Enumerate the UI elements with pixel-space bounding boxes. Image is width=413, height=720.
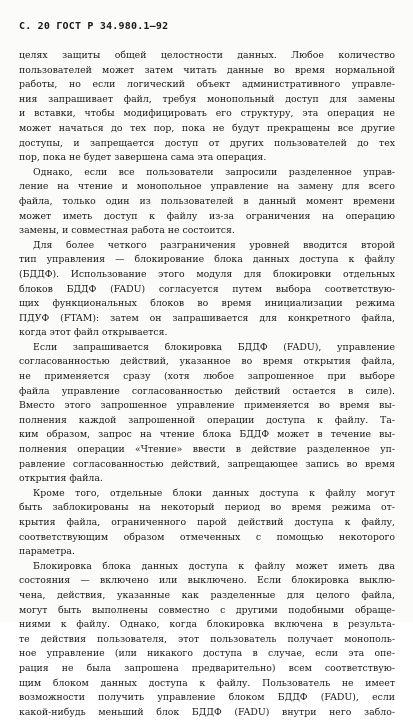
text-line: соответствующим образом отмеченных с помощью некоторого [19,531,395,543]
text-line: ПДУФ (FTAM): затем он запрашивается для конкретного файла, [19,312,395,324]
text-line: пользователей может затем читать данные во время нормальной [19,64,395,76]
text-line: возможности получить управление блоком БДДФ (FADU), если [19,692,395,704]
text-line: тип управления — блокирование блока данных доступа к файлу [19,254,395,266]
text-line: замены, и совместная работа не состоится. [19,225,235,237]
text-line: Если запрашивается блокировка БДДФ (FADU), управление [33,341,395,353]
text-line: (БДДФ). Использование этого модуля для блокировки отдельных [19,268,395,280]
text-line: чена, действия, указанные как разделенные для целого файла, [19,589,395,601]
text-line: целях защиты общей целостности данных. Любое количество [19,50,395,61]
text-line: ное управление (или никакого доступа в случае, если эта опе- [19,648,395,660]
text-line: щим блоком данных доступа к файлу. Пользователь не имеет [19,677,395,689]
text-line: какой-нибудь меньший блок БДДФ (FADU) внутри него забло- [19,706,395,718]
paragraph [19,49,395,166]
text-line: ким образом, запрос на чтение блока БДДФ может в течение вы- [19,429,395,441]
paragraph [19,341,395,487]
text-line: и вставки, чтобы модифицировать его структуру, эта операция не [19,108,395,120]
text-line: блоков БДДФ (FADU) согласуется путем выбора соответствую- [19,283,395,295]
paragraph [19,239,395,341]
text-line: открытия файла. [19,473,103,485]
text-line: пор, пока не будет завершена сама эта операция. [19,152,267,164]
paragraph [19,166,395,239]
text-line: быть заблокированы на некоторый период во время режима от- [19,502,395,514]
text-line: файла управление согласованностью действий остается в силе). [19,385,395,397]
text-line: полнения операции «Чтение» ввести в действие разделенное уп- [19,444,395,456]
text-line: Вместо этого запрошенное управление применяется во время вы- [19,400,395,412]
text-line: полнения каждой запрошенной операции доступа к файлу. Та- [19,414,395,426]
text-line: могут быть выполнены совместно с другими подобными обраще- [19,604,395,616]
text-line: Блокировка блока данных доступа к файлу может иметь два [33,560,395,572]
paragraph [19,487,395,560]
text-line: щих функциональных блоков во время инициализации режима [19,298,395,310]
document-body [19,49,395,720]
text-line: параметра. [19,546,75,558]
text-line: когда этот файл открывается. [19,327,168,339]
text-line: Кроме того, отдельные блоки данных доступа к файлу могут [33,487,395,499]
text-line: Для более четкого разграничения уровней вводится второй [33,239,395,251]
text-line: может начаться до тех пор, пока не будут прекращены все другие [19,122,395,134]
text-line: крытия файла, ограниченного парой действий доступа к файлу, [19,517,395,528]
text-line: согласованностью действий, указанное во время открытия файла, [19,356,395,368]
text-line: доступы, и запрещается доступ от других пользователей до тех [19,137,395,149]
text-line: рация не была запрошена предварительно) всем соответствую- [19,662,395,674]
text-line: состояния — включено или выключено. Если блокировка выклю- [19,575,395,587]
text-line: ниями к файлу. Однако, когда блокировка включена в результа- [19,619,395,631]
text-line: те действия пользователя, этот пользователь получает монополь- [19,633,395,645]
text-line: может иметь доступ к файлу из-за ограничения на операцию [19,210,395,222]
text-line: не применяется сразу (хотя любое запрошенное при выборе [19,371,395,383]
text-line: Однако, если все пользователи запросили разделенное управ- [33,166,395,178]
text-line: ление на чтение и монопольное управление на замену для всего [19,181,395,193]
paragraph [19,560,395,720]
text-line: ния запрашивает файл, требуя монопольный доступ для замены [19,93,395,105]
text-line: равление согласованностью действий, запрещающее запись во время [19,458,395,470]
page-header: С. 20 ГОСТ Р 34.980.1—92 [19,21,169,32]
text-line: работы, но если логический объект административного управле- [19,79,395,91]
text-line: файла, только один из пользователей в данный момент времени [19,195,395,207]
